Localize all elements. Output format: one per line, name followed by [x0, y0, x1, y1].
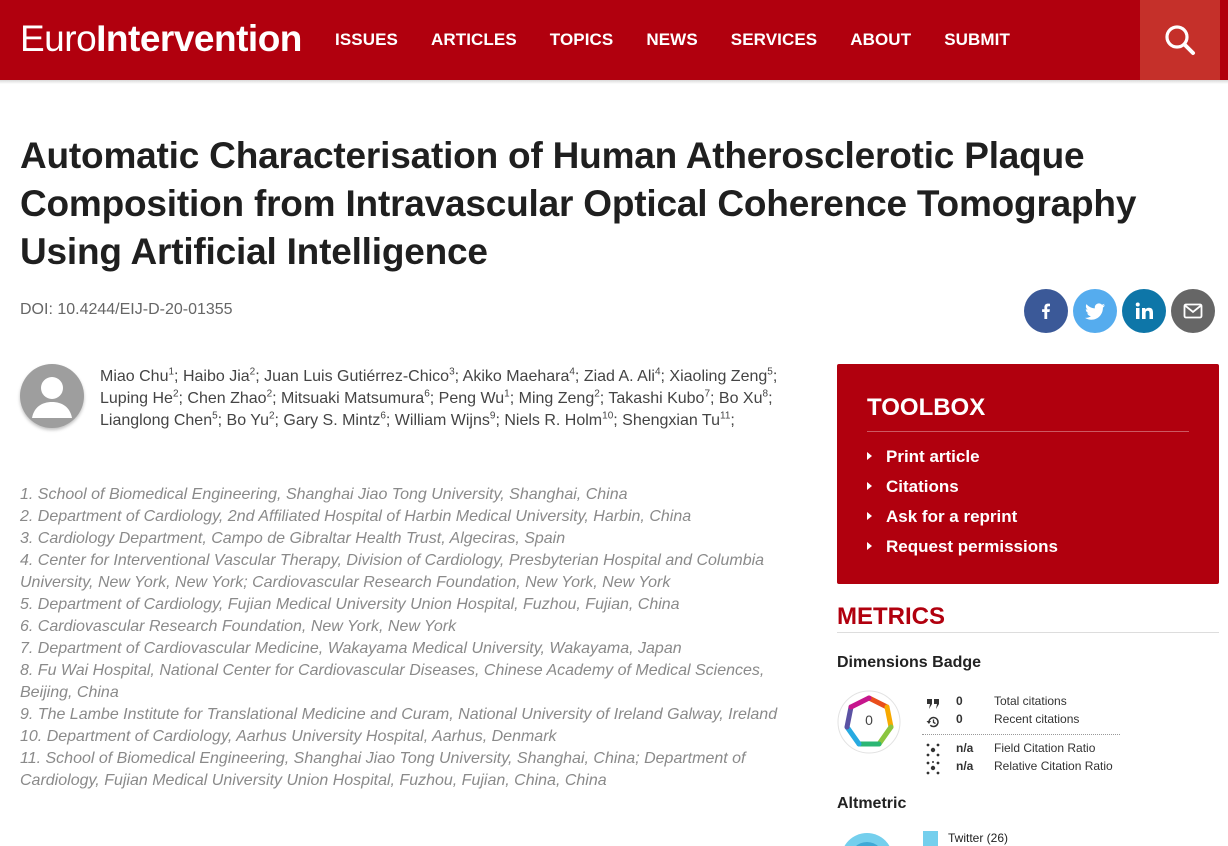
header-shadow: [0, 80, 1228, 84]
author-name[interactable]: Miao Chu: [100, 368, 169, 385]
affiliation-item: 9. The Lambe Institute for Translational Medicine and Curam, National University of Ireland Galway, Ireland: [20, 706, 778, 723]
affiliation-item: 7. Department of Cardiovascular Medicine, Wakayama Medical University, Wakayama, Japan: [20, 640, 682, 657]
network-icon: [926, 761, 940, 775]
author-name[interactable]: Xiaoling Zeng: [669, 368, 768, 385]
author-name[interactable]: Juan Luis Gutiérrez-Chico: [264, 368, 450, 385]
search-button[interactable]: [1140, 0, 1220, 80]
author-affiliation-number: 11: [720, 410, 731, 422]
share-facebook-button[interactable]: [1024, 289, 1068, 333]
affiliation-item: 6. Cardiovascular Research Foundation, New York, New York: [20, 618, 457, 635]
author-name[interactable]: Bo Yu: [226, 412, 269, 429]
relative-citation-ratio-value: n/a: [956, 759, 974, 773]
dimensions-divider: [922, 734, 1120, 735]
author-affiliation-number: 6: [424, 388, 430, 400]
author-affiliation-number: 10: [602, 410, 614, 422]
twitter-mentions-label[interactable]: Twitter (26): [948, 831, 1009, 845]
author-name[interactable]: Gary S. Mintz: [283, 412, 381, 429]
site-header: [0, 0, 1228, 80]
author-name[interactable]: Shengxian Tu: [622, 412, 721, 429]
facebook-icon: [1036, 301, 1056, 321]
author-affiliation-number: 1: [504, 388, 510, 400]
email-icon: [1183, 303, 1203, 319]
affiliation-list: [20, 484, 815, 792]
dimensions-heading: Dimensions Badge: [837, 654, 982, 671]
nav-news[interactable]: NEWS: [646, 30, 698, 49]
affiliation-item: 4. Center for Interventional Vascular Therapy, Division of Cardiology, Presbyterian Hospital and Columbia University, New York, New York; Cardiovascular Research Foundation, New York, New York: [20, 552, 765, 591]
author-affiliation-number: 5: [767, 366, 773, 378]
author-name[interactable]: Lianglong Chen: [100, 412, 213, 429]
nav-submit[interactable]: SUBMIT: [944, 30, 1010, 49]
affiliation-item: 3. Cardiology Department, Campo de Gibraltar Health Trust, Algeciras, Spain: [20, 530, 566, 547]
article-title: Automatic Characterisation of Human Atherosclerotic Plaque Composition from Intravascular Optical Coherence Tomography Using Artificial Intelligence: [20, 135, 1137, 272]
user-icon: [20, 364, 84, 428]
history-icon: [926, 715, 940, 729]
nav-topics[interactable]: TOPICS: [549, 30, 614, 49]
site-logo[interactable]: [20, 18, 302, 60]
author-affiliation-number: 6: [380, 410, 386, 422]
network-icon: [926, 743, 940, 757]
reprint-link[interactable]: [867, 507, 1017, 527]
author-affiliation-number: 4: [654, 366, 661, 378]
toolbox-link-label: Request permissions: [886, 537, 1058, 556]
field-citation-ratio-value: n/a: [956, 741, 974, 755]
article-doi[interactable]: DOI: 10.4244/EIJ-D-20-01355: [20, 301, 233, 318]
recent-citations-value: 0: [956, 712, 963, 726]
author-affiliation-number: 9: [489, 410, 496, 422]
print-article-link[interactable]: [867, 447, 980, 467]
author-name[interactable]: Niels R. Holm: [504, 412, 603, 429]
author-affiliation-number: 5: [212, 410, 218, 422]
toolbox-title: TOOLBOX: [867, 394, 986, 421]
toolbox-divider: [867, 431, 1189, 432]
author-name[interactable]: Ziad A. Ali: [583, 368, 655, 385]
dimensions-badge-value: 0: [865, 712, 873, 728]
affiliation-item: 11. School of Biomedical Engineering, Shanghai Jiao Tong University, Shanghai, China; Department of Cardiology, Fujian Medical University Union Hospital, Fuzhou, Fujian, China, China: [20, 750, 746, 789]
permissions-link[interactable]: [867, 537, 1058, 557]
author-name[interactable]: Chen Zhao: [187, 390, 267, 407]
caret-right-icon: [867, 452, 872, 460]
search-icon: [1163, 23, 1197, 57]
altmetric-badge[interactable]: [837, 827, 897, 846]
nav-about[interactable]: ABOUT: [850, 30, 912, 49]
author-name[interactable]: Ming Zeng: [518, 390, 595, 407]
author-name[interactable]: William Wijns: [394, 412, 490, 429]
caret-right-icon: [867, 542, 872, 550]
author-affiliation-number: 2: [594, 388, 600, 400]
author-name[interactable]: Bo Xu: [718, 390, 763, 407]
affiliation-item: 2. Department of Cardiology, 2nd Affiliated Hospital of Harbin Medical University, Harbin, China: [20, 508, 692, 525]
main-nav: [335, 0, 1043, 80]
author-affiliation-number: 2: [172, 388, 179, 400]
caret-right-icon: [867, 482, 872, 490]
author-name[interactable]: Haibo Jia: [182, 368, 250, 385]
author-name[interactable]: Akiko Maehara: [462, 368, 570, 385]
author-affiliation-number: 2: [266, 388, 273, 400]
affiliation-item: 1. School of Biomedical Engineering, Shanghai Jiao Tong University, Shanghai, China: [20, 486, 628, 503]
affiliation-item: 8. Fu Wai Hospital, National Center for Cardiovascular Diseases, Chinese Academy of Medical Sciences, Beijing, China: [20, 662, 765, 701]
author-affiliation-number: 4: [569, 366, 575, 378]
twitter-icon: [1084, 301, 1106, 321]
author-list: Miao Chu$^1$; Haibo Jia$^2$; Juan Luis Gutiérrez-Chico$^3$; Akiko Maehara$^4$; Ziad A. Ali$^4$; Xiaoling Zeng$^5$; Luping He$^2$; Chen Zhao$^2$; Mitsuaki Matsumura$^6$; Peng Wu$^1$; Ming Zeng$^2$; Takashi Kubo$^7$; Bo Xu$^8$; Lianglong Chen$^5$; Bo Yu$^2$; Gary S. Mintz$^6$; William Wijns$^9$; Niels R. Holm$^{10}$; Shengxian Tu$^{11}$;: [100, 366, 778, 429]
field-citation-ratio-label: Field Citation Ratio: [994, 741, 1096, 755]
quote-icon: [926, 697, 940, 711]
author-affiliation-number: 1: [168, 366, 175, 378]
altmetric-donut-icon: [837, 827, 897, 846]
author-name[interactable]: Luping He: [100, 390, 173, 407]
toolbox-link-label: Citations: [886, 477, 959, 496]
author-affiliation-number: 2: [268, 410, 275, 422]
author-name[interactable]: Peng Wu: [438, 390, 505, 407]
affiliation-item: 5. Department of Cardiology, Fujian Medical University Union Hospital, Fuzhou, Fujian, China: [20, 596, 680, 613]
affiliation-item: 10. Department of Cardiology, Aarhus University Hospital, Aarhus, Denmark: [20, 728, 557, 745]
twitter-legend-swatch: [923, 831, 938, 846]
author-affiliation-number: 3: [449, 366, 455, 378]
recent-citations-label: Recent citations: [994, 712, 1080, 726]
share-twitter-button[interactable]: [1073, 289, 1117, 333]
logo-bold-text: Intervention: [96, 18, 302, 59]
share-email-button[interactable]: [1171, 289, 1215, 333]
total-citations-label: Total citations: [994, 694, 1067, 708]
author-avatar: [20, 364, 84, 428]
metrics-heading: METRICS: [837, 603, 945, 630]
nav-issues[interactable]: ISSUES: [335, 30, 398, 49]
dimensions-badge[interactable]: [837, 690, 901, 754]
metrics-divider: [837, 632, 1219, 633]
caret-right-icon: [867, 512, 872, 520]
total-citations-value: 0: [956, 694, 963, 708]
author-name[interactable]: Mitsuaki Matsumura: [281, 390, 425, 407]
linkedin-icon: [1134, 301, 1154, 321]
relative-citation-ratio-label: Relative Citation Ratio: [994, 759, 1113, 773]
nav-articles[interactable]: ARTICLES: [430, 30, 517, 49]
author-affiliation-number: 8: [762, 388, 769, 400]
citations-link[interactable]: [867, 477, 959, 497]
toolbox-link-label: Ask for a reprint: [886, 507, 1018, 526]
author-name[interactable]: Takashi Kubo: [608, 390, 705, 407]
toolbox-panel: [837, 364, 1219, 584]
logo-light-text: Euro: [20, 18, 97, 59]
author-affiliation-number: 7: [704, 388, 711, 400]
altmetric-heading: Altmetric: [837, 795, 907, 812]
nav-services[interactable]: SERVICES: [730, 30, 818, 49]
share-linkedin-button[interactable]: [1122, 289, 1166, 333]
author-affiliation-number: 2: [249, 366, 256, 378]
toolbox-link-label: Print article: [886, 447, 980, 466]
